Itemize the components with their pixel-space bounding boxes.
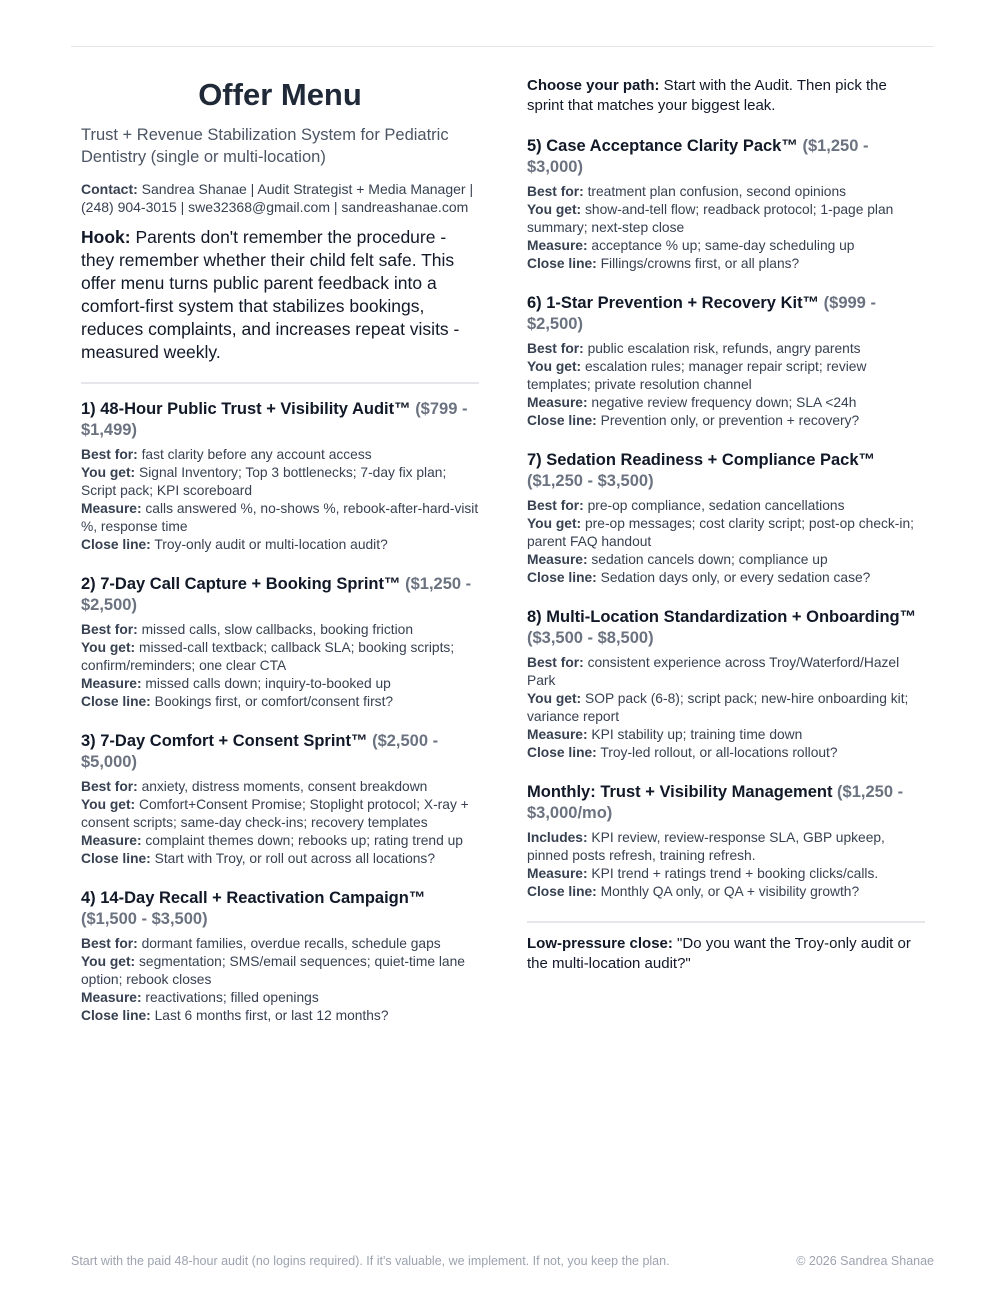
page-title: Offer Menu	[198, 77, 362, 112]
offer-detail-label: Close line:	[527, 570, 597, 585]
offer-title	[527, 607, 925, 649]
offer-detail-text: KPI trend + ratings trend + booking clicks/calls.	[587, 866, 879, 881]
offer-detail-label: Measure:	[527, 395, 588, 410]
offer-detail-text: consistent experience across Troy/Waterford/Hazel Park	[527, 655, 900, 688]
offer-detail-label: Measure:	[527, 866, 588, 881]
offer-name: Monthly: Trust + Visibility Management	[527, 783, 838, 801]
offer-detail-line	[81, 675, 479, 693]
offer-name: 1) 48-Hour Public Trust + Visibility Audit™	[81, 400, 416, 418]
offer-detail-line	[527, 394, 925, 412]
offer-detail-label: You get:	[527, 691, 582, 706]
offer-detail-label: Best for:	[81, 779, 138, 794]
offer-detail-text: Start with Troy, or roll out across all locations?	[150, 851, 436, 866]
offer-price: ($1,250 - $3,500)	[527, 472, 654, 490]
low-pressure-label: Low-pressure close:	[527, 935, 673, 952]
offer-detail-label: Close line:	[81, 694, 151, 709]
offer-detail-label: Measure:	[527, 727, 588, 742]
offer-detail-label: You get:	[527, 202, 582, 217]
offer-detail-line	[527, 551, 925, 569]
contact-text: Sandrea Shanae | Audit Strategist + Media Manager | (248) 904-3015 | swe32368@gmail.com | sandreashanae.com	[81, 181, 474, 215]
offer-detail-line	[81, 989, 479, 1007]
left-column	[81, 76, 479, 1045]
offer-detail-label: Close line:	[527, 413, 597, 428]
offer-detail-line	[527, 340, 925, 358]
offer-title	[527, 450, 925, 492]
offer-detail-line	[81, 464, 479, 500]
contact-label: Contact:	[81, 181, 138, 197]
offer-detail-label: Close line:	[81, 537, 151, 552]
offer-section	[527, 450, 925, 587]
offer-list-left	[81, 399, 479, 1025]
offer-detail-text: acceptance % up; same-day scheduling up	[587, 238, 855, 253]
offer-price: ($2,500 - $5,000)	[81, 732, 439, 771]
offer-detail-text: Comfort+Consent Promise; Stoplight protocol; X-ray + consent scripts; same-day check-ins; recovery templates	[81, 797, 469, 830]
offer-detail-text: dormant families, overdue recalls, schedule gaps	[137, 936, 441, 951]
offer-section	[81, 888, 479, 1025]
offer-detail-label: You get:	[81, 954, 136, 969]
offer-detail-label: Close line:	[81, 1008, 151, 1023]
offer-detail-text: anxiety, distress moments, consent breakdown	[137, 779, 428, 794]
footer-note: Start with the paid 48-hour audit (no logins required). If it's valuable, we implement. If not, you keep the plan.	[71, 1254, 670, 1268]
low-pressure-text: "Do you want the Troy-only audit or the multi-location audit?"	[527, 935, 911, 972]
offer-detail-label: Measure:	[81, 501, 142, 516]
offer-detail-line	[527, 883, 925, 901]
offer-detail-text: calls answered %, no-shows %, rebook-after-hard-visit %, response time	[81, 501, 479, 534]
offer-price: ($1,500 - $3,500)	[81, 910, 208, 928]
offer-name: 2) 7-Day Call Capture + Booking Sprint™	[81, 575, 406, 593]
offer-detail-text: missed calls down; inquiry-to-booked up	[141, 676, 391, 691]
offer-title	[527, 782, 925, 824]
offer-name: 4) 14-Day Recall + Reactivation Campaign™	[81, 889, 426, 907]
offer-detail-label: Close line:	[527, 745, 597, 760]
offer-detail-line	[527, 690, 925, 726]
offer-detail-text: complaint themes down; rebooks up; rating trend up	[141, 833, 463, 848]
offer-detail-text: missed calls, slow callbacks, booking friction	[137, 622, 414, 637]
offer-detail-label: You get:	[527, 359, 582, 374]
choose-path-text: Start with the Audit. Then pick the sprint that matches your biggest leak.	[527, 77, 887, 114]
offer-detail-label: You get:	[81, 640, 136, 655]
offer-detail-text: KPI review, review-response SLA, GBP upkeep, pinned posts refresh, training refresh.	[527, 830, 885, 863]
offer-detail-text: Troy-led rollout, or all-locations rollout?	[596, 745, 838, 760]
offer-price: ($999 - $2,500)	[527, 294, 876, 333]
offer-detail-line	[81, 1007, 479, 1025]
offer-detail-text: show-and-tell flow; readback protocol; 1-page plan summary; next-step close	[527, 202, 894, 235]
offer-detail-line	[81, 850, 479, 868]
hook-label: Hook:	[81, 227, 131, 247]
offer-detail-label: Measure:	[81, 990, 142, 1005]
choose-path	[527, 76, 925, 116]
offer-detail-line	[527, 497, 925, 515]
offer-detail-label: Close line:	[81, 851, 151, 866]
offer-detail-text: KPI stability up; training time down	[587, 727, 803, 742]
offer-name: 6) 1-Star Prevention + Recovery Kit™	[527, 294, 824, 312]
offer-name: 5) Case Acceptance Clarity Pack™	[527, 137, 803, 155]
offer-detail-line	[81, 639, 479, 675]
offer-detail-label: Measure:	[527, 552, 588, 567]
offer-detail-line	[527, 201, 925, 237]
offer-detail-label: You get:	[527, 516, 582, 531]
offer-detail-label: Measure:	[81, 676, 142, 691]
offer-detail-line	[527, 744, 925, 762]
offer-detail-text: sedation cancels down; compliance up	[587, 552, 828, 567]
offer-detail-line	[527, 726, 925, 744]
offer-detail-text: escalation rules; manager repair script; review templates; private resolution channel	[527, 359, 867, 392]
offer-section	[81, 574, 479, 711]
offer-title	[81, 731, 479, 773]
offer-detail-line	[81, 500, 479, 536]
hook-text: Parents don't remember the procedure - they remember whether their child felt safe. This offer menu turns public parent feedback into a comfort-first system that stabilizes bookings, reduces complaints, and increases repeat visits - measured weekly.	[81, 227, 460, 362]
offer-name: 3) 7-Day Comfort + Consent Sprint™	[81, 732, 373, 750]
offer-section	[527, 136, 925, 273]
offer-detail-text: Bookings first, or comfort/consent first?	[150, 694, 394, 709]
offer-price: ($799 - $1,499)	[81, 400, 468, 439]
offer-detail-line	[527, 569, 925, 587]
offer-detail-text: negative review frequency down; SLA <24h	[587, 395, 857, 410]
offer-detail-line	[527, 412, 925, 430]
offer-detail-label: Best for:	[527, 655, 584, 670]
offer-list-right	[527, 136, 925, 901]
offer-section	[527, 607, 925, 762]
offer-title	[81, 888, 479, 930]
offer-detail-label: You get:	[81, 797, 136, 812]
offer-title	[527, 293, 925, 335]
offer-price: ($1,250 - $3,000)	[527, 137, 869, 176]
offer-detail-text: pre-op compliance, sedation cancellations	[583, 498, 845, 513]
offer-name: 8) Multi-Location Standardization + Onboarding™	[527, 608, 917, 626]
offer-section	[527, 782, 925, 901]
offer-detail-line	[81, 536, 479, 554]
offer-detail-text: reactivations; filled openings	[141, 990, 319, 1005]
offer-detail-text: Fillings/crowns first, or all plans?	[596, 256, 800, 271]
right-column	[527, 76, 925, 974]
offer-detail-text: pre-op messages; cost clarity script; post-op check-in; parent FAQ handout	[527, 516, 914, 549]
offer-detail-label: Best for:	[527, 341, 584, 356]
offer-detail-text: public escalation risk, refunds, angry parents	[583, 341, 861, 356]
offer-detail-text: missed-call textback; callback SLA; booking scripts; confirm/reminders; one clear CTA	[81, 640, 455, 673]
low-pressure-close	[527, 934, 925, 974]
offer-detail-text: Signal Inventory; Top 3 bottlenecks; 7-day fix plan; Script pack; KPI scoreboard	[81, 465, 447, 498]
offer-detail-line	[527, 358, 925, 394]
offer-detail-label: Close line:	[527, 884, 597, 899]
offer-detail-text: Sedation days only, or every sedation case?	[596, 570, 871, 585]
footer-copyright: © 2026 Sandrea Shanae	[796, 1254, 934, 1268]
offer-detail-line	[527, 183, 925, 201]
offer-detail-line	[81, 446, 479, 464]
offer-section	[81, 399, 479, 554]
offer-detail-label: You get:	[81, 465, 136, 480]
section-divider	[81, 382, 479, 384]
offer-detail-label: Close line:	[527, 256, 597, 271]
offer-price: ($3,500 - $8,500)	[527, 629, 654, 647]
offer-title	[81, 399, 479, 441]
offer-detail-text: SOP pack (6-8); script pack; new-hire onboarding kit; variance report	[527, 691, 909, 724]
offer-detail-line	[527, 865, 925, 883]
offer-detail-line	[81, 693, 479, 711]
offer-detail-text: treatment plan confusion, second opinions	[583, 184, 847, 199]
offer-detail-line	[527, 237, 925, 255]
offer-detail-line	[81, 935, 479, 953]
choose-path-label: Choose your path:	[527, 77, 660, 94]
offer-detail-line	[81, 953, 479, 989]
top-rule	[71, 46, 934, 47]
offer-price: ($1,250 - $2,500)	[81, 575, 472, 614]
offer-detail-line	[527, 654, 925, 690]
offer-detail-label: Best for:	[81, 622, 138, 637]
offer-detail-line	[81, 832, 479, 850]
offer-detail-label: Best for:	[81, 447, 138, 462]
offer-detail-text: fast clarity before any account access	[137, 447, 372, 462]
offer-detail-label: Includes:	[527, 830, 588, 845]
offer-section	[527, 293, 925, 430]
hook-paragraph	[81, 226, 479, 364]
offer-detail-line	[527, 515, 925, 551]
offer-detail-text: Last 6 months first, or last 12 months?	[150, 1008, 389, 1023]
offer-price: ($1,250 - $3,000/mo)	[527, 783, 904, 822]
contact-line	[81, 180, 479, 216]
offer-detail-label: Best for:	[527, 498, 584, 513]
offer-detail-text: segmentation; SMS/email sequences; quiet-time lane option; rebook closes	[81, 954, 465, 987]
offer-detail-label: Best for:	[81, 936, 138, 951]
offer-detail-text: Monthly QA only, or QA + visibility growth?	[596, 884, 860, 899]
offer-title	[81, 574, 479, 616]
section-divider	[527, 921, 925, 923]
offer-detail-line	[527, 255, 925, 273]
offer-detail-line	[81, 621, 479, 639]
page-subtitle: Trust + Revenue Stabilization System for Pediatric Dentistry (single or multi-location)	[81, 126, 449, 166]
offer-detail-text: Prevention only, or prevention + recovery?	[596, 413, 860, 428]
offer-detail-line	[81, 796, 479, 832]
offer-detail-label: Best for:	[527, 184, 584, 199]
offer-detail-label: Measure:	[81, 833, 142, 848]
offer-title	[527, 136, 925, 178]
offer-detail-label: Measure:	[527, 238, 588, 253]
offer-detail-line	[527, 829, 925, 865]
offer-section	[81, 731, 479, 868]
offer-detail-text: Troy-only audit or multi-location audit?	[150, 537, 388, 552]
offer-detail-line	[81, 778, 479, 796]
offer-name: 7) Sedation Readiness + Compliance Pack™	[527, 451, 875, 469]
